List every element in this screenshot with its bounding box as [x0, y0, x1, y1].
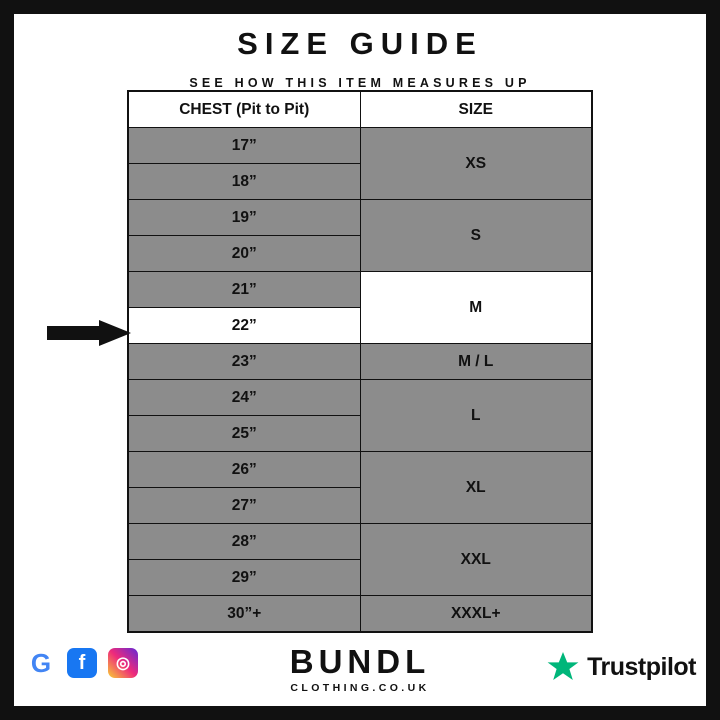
table-row: [128, 452, 592, 488]
facebook-icon[interactable]: f: [67, 648, 97, 678]
brand-name: BUNDL: [289, 643, 431, 680]
chest-measurement-cell: 19”: [128, 200, 360, 236]
size-label-cell: M / L: [360, 344, 592, 380]
column-header-size: SIZE: [360, 91, 592, 128]
table-row: [128, 200, 592, 236]
chest-measurement-cell: 24”: [128, 380, 360, 416]
chest-measurement-cell: 27”: [128, 488, 360, 524]
chest-measurement-cell: 23”: [128, 344, 360, 380]
chest-measurement-cell: 25”: [128, 416, 360, 452]
chest-measurement-cell: 21”: [128, 272, 360, 308]
table-row: [128, 380, 592, 416]
trustpilot-badge[interactable]: [546, 650, 696, 684]
chest-measurement-cell: 22”: [128, 308, 360, 344]
size-label-cell: L: [360, 380, 592, 452]
size-guide-card: [14, 14, 706, 706]
size-label-cell: XXXL+: [360, 596, 592, 633]
table-row: [128, 524, 592, 560]
chest-measurement-cell: 29”: [128, 560, 360, 596]
table-header-row: [128, 91, 592, 128]
size-label-cell: XL: [360, 452, 592, 524]
size-table-container: [127, 90, 593, 633]
chest-measurement-cell: 26”: [128, 452, 360, 488]
brand-website: CLOTHING.CO.UK: [290, 682, 430, 694]
trustpilot-star-icon: [546, 650, 580, 684]
page-title: SIZE GUIDE: [237, 26, 483, 61]
size-label-cell: XXL: [360, 524, 592, 596]
chest-measurement-cell: 18”: [128, 164, 360, 200]
table-row: [128, 596, 592, 633]
chest-measurement-cell: 30”+: [128, 596, 360, 633]
size-table: [127, 90, 593, 633]
table-row: [128, 344, 592, 380]
table-row: [128, 128, 592, 164]
arrow-right-icon: [47, 320, 131, 346]
google-icon[interactable]: G: [26, 648, 56, 678]
table-body: [128, 128, 592, 633]
chest-measurement-cell: 28”: [128, 524, 360, 560]
chest-measurement-cell: 17”: [128, 128, 360, 164]
table-row: [128, 272, 592, 308]
trustpilot-label: Trustpilot: [587, 652, 696, 681]
column-header-chest: CHEST (Pit to Pit): [128, 91, 360, 128]
size-label-cell: S: [360, 200, 592, 272]
footer: [14, 644, 706, 706]
chest-measurement-cell: 20”: [128, 236, 360, 272]
size-label-cell: M: [360, 272, 592, 344]
size-label-cell: XS: [360, 128, 592, 200]
instagram-icon[interactable]: ◎: [108, 648, 138, 678]
page-subtitle: SEE HOW THIS ITEM MEASURES UP: [189, 76, 531, 90]
